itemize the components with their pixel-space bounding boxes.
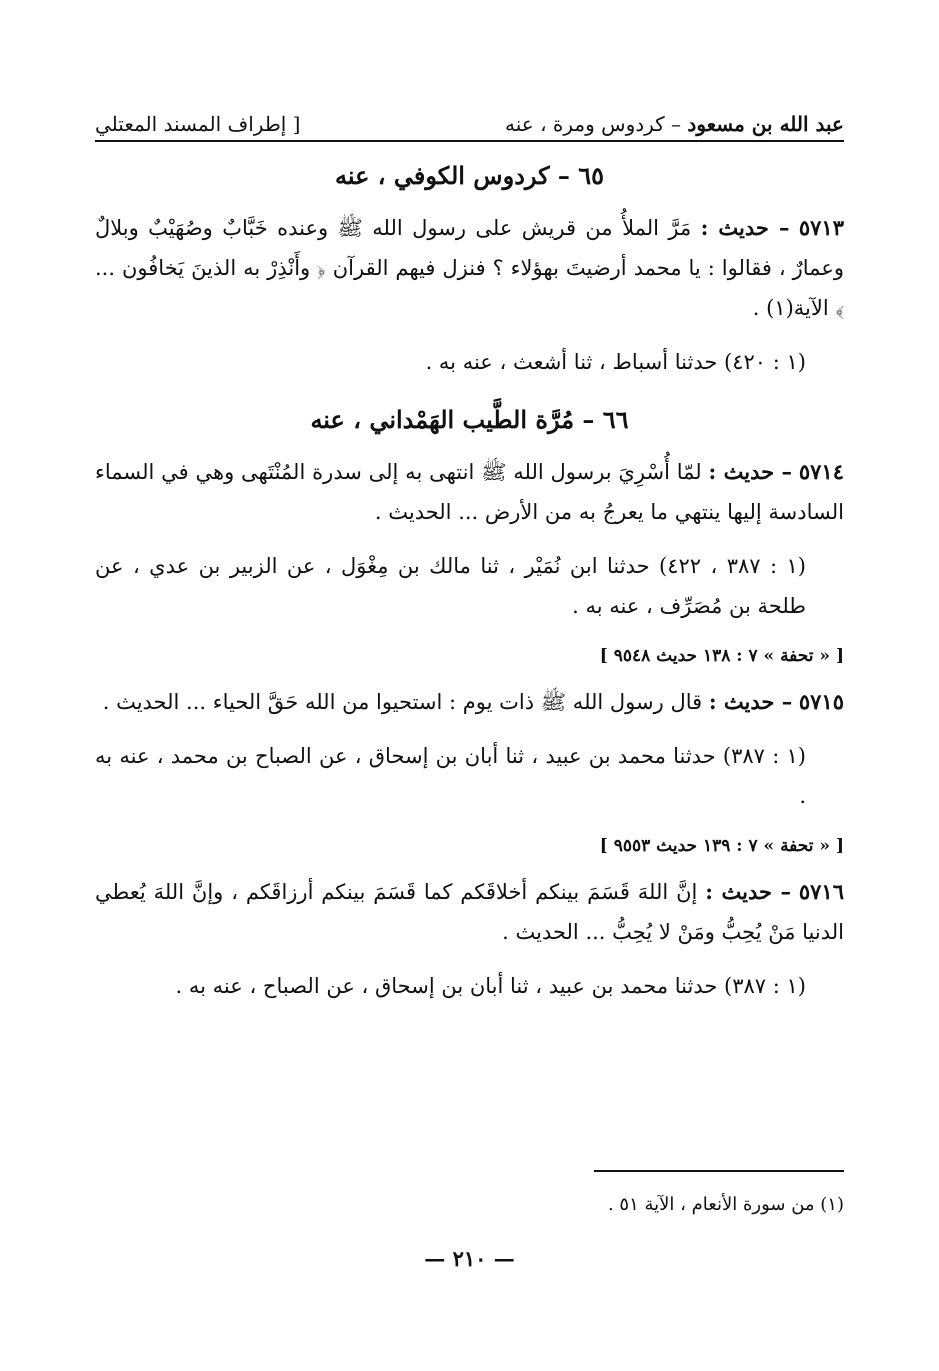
hadith-keyword: – حديث :	[708, 689, 793, 714]
hadith-keyword: – حديث :	[705, 879, 791, 904]
isnad-line: (١ : ٤٢٠) حدثنا أسباط ، ثنا أشعث ، عنه به .	[425, 350, 806, 374]
hadith-entry	[95, 452, 844, 532]
isnad-line: (١ : ٣٨٧) حدثنا محمد بن عبيد ، ثنا أبان بن إسحاق ، عن الصباح بن محمد ، عنه به .	[95, 744, 806, 808]
isnad-line: (١ : ٣٨٧) حدثنا محمد بن عبيد ، ثنا أبان بن إسحاق ، عن الصباح ، عنه به .	[175, 974, 806, 998]
hadith-keyword: – حديث :	[708, 459, 793, 484]
isnad-line: (١ : ٣٨٧ ، ٤٢٢) حدثنا ابن نُمَيْر ، ثنا مالك بن مِغْوَل ، عن الزبير بن عدي ، عن طلحة بن مُصَرِّف ، عنه به .	[95, 554, 806, 618]
running-header	[95, 96, 844, 142]
footnote-divider	[594, 1170, 844, 1172]
hadith-number: ٥٧١٤	[798, 459, 844, 484]
page-body	[95, 152, 844, 1006]
section-title: ٦٦ – مُرَّة الطَّيب الهَمْداني ، عنه	[310, 405, 629, 434]
hadith-number: ٥٧١٥	[798, 689, 844, 714]
hadith-entry	[95, 208, 844, 328]
footnote: (١) من سورة الأنعام ، الآية ٥١ .	[607, 1194, 844, 1215]
tuhfa-reference: [ « تحفة » ٧ : ١٣٨ حديث ٩٥٤٨ ]	[599, 646, 844, 666]
header-chapter	[505, 112, 844, 136]
hadith-text: قال رسول الله ﷺ ذات يوم : استحيوا من الله حَقَّ الحياء ... الحديث .	[102, 690, 703, 714]
hadith-text: لمّا أُسْرِيَ برسول الله ﷺ انتهى به إلى سدرة المُنْتَهى وهي في السماء السادسة إليها ينتهي ما يعرجُ به من الأرض ... الحديث .	[95, 460, 844, 524]
hadith-entry	[95, 872, 844, 952]
page-number: — ٢١٠ —	[424, 1246, 515, 1271]
header-book-title: [ إطراف المسند المعتلي	[95, 112, 301, 136]
section-title: ٦٥ – كردوس الكوفي ، عنه	[334, 161, 605, 190]
header-chapter-bold: عبد الله بن مسعود	[687, 112, 844, 136]
hadith-text: إنَّ اللهَ قَسَمَ بينكم أخلاقَكم كما قَسَمَ بينكم أرزاقَكم ، وإنَّ اللهَ يُعطي الدنيا مَنْ يُحِبُّ ومَنْ لا يُحِبُّ ... الحديث .	[95, 880, 844, 944]
hadith-entry	[95, 682, 844, 722]
hadith-number: ٥٧١٣	[798, 215, 844, 240]
hadith-keyword: – حديث :	[700, 215, 790, 240]
hadith-text: مَرَّ الملأُ من قريش على رسول الله ﷺ وعنده خَبَّابٌ وصُهَيْبٌ وبلالٌ وعمارٌ ، فقالوا : يا محمد أرضيتَ بهؤلاء ؟ فنزل فيهم القرآن ﴿ وأَنْذِرْ به الذينَ يَخافُون ... ﴾ الآية(١) .	[95, 216, 844, 320]
tuhfa-reference: [ « تحفة » ٧ : ١٣٩ حديث ٩٥٥٣ ]	[599, 836, 844, 856]
header-chapter-rest: – كردوس ومرة ، عنه	[505, 112, 682, 136]
hadith-number: ٥٧١٦	[798, 879, 844, 904]
